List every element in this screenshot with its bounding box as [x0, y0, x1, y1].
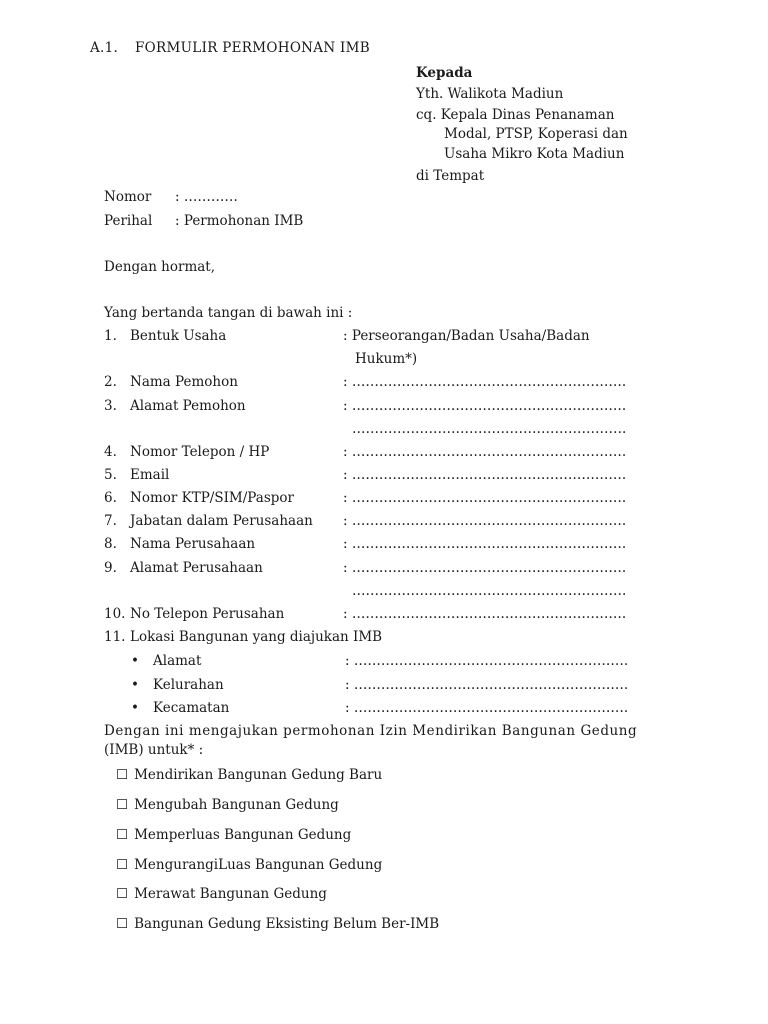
- intro-text: Yang bertanda tangan di bawah ini :: [104, 305, 353, 321]
- field-label-nama-perusahaan: Nama Perusahaan: [130, 536, 256, 552]
- field-value-telepon-perusahaan: : …………………………………………………….: [343, 606, 627, 622]
- field-label-bentuk-usaha: Bentuk Usaha: [130, 328, 227, 344]
- bullet-icon: •: [131, 700, 139, 716]
- option-label: Merawat Bangunan Gedung: [134, 886, 327, 902]
- field-value-nomor-ktp: : …………………………………………………….: [343, 490, 627, 506]
- field-value-nama-perusahaan: : …………………………………………………….: [343, 536, 627, 552]
- option-label: MengurangiLuas Bangunan Gedung: [134, 857, 383, 873]
- checkbox-icon[interactable]: ☐: [116, 797, 129, 813]
- location-label-alamat: Alamat: [153, 653, 202, 669]
- field-number: 11.: [104, 629, 126, 645]
- field-number: 10.: [104, 606, 126, 622]
- option-label: Mengubah Bangunan Gedung: [134, 797, 339, 813]
- nomor-label: Nomor: [104, 189, 152, 205]
- addressee-line: cq. Kepala Dinas Penanaman: [416, 107, 615, 123]
- checkbox-icon[interactable]: ☐: [116, 827, 129, 843]
- form-title: FORMULIR PERMOHONAN IMB: [135, 40, 371, 56]
- checkbox-icon[interactable]: ☐: [116, 767, 129, 783]
- location-value-kecamatan: : …………………………………………………….: [345, 700, 629, 716]
- field-value-jabatan: : …………………………………………………….: [343, 513, 627, 529]
- option-label: Bangunan Gedung Eksisting Belum Ber-IMB: [134, 916, 440, 932]
- addressee-line: Yth. Walikota Madiun: [416, 86, 564, 102]
- option-mengurangi[interactable]: [116, 857, 382, 873]
- field-number: 7.: [104, 513, 117, 529]
- bullet-icon: •: [131, 677, 139, 693]
- field-value-bentuk-usaha-cont: Hukum*): [355, 351, 418, 367]
- field-value-bentuk-usaha: : Perseorangan/Badan Usaha/Badan: [343, 328, 590, 344]
- addressee-line: Usaha Mikro Kota Madiun: [444, 146, 625, 162]
- checkbox-icon[interactable]: ☐: [116, 916, 129, 932]
- perihal-label: Perihal: [104, 213, 153, 229]
- location-label-kecamatan: Kecamatan: [153, 700, 230, 716]
- field-number: 4.: [104, 444, 117, 460]
- option-mendirikan[interactable]: [116, 767, 382, 783]
- nomor-value: : …………: [175, 189, 238, 205]
- field-number: 8.: [104, 536, 117, 552]
- field-value-alamat-pemohon-cont: …………………………………………………….: [352, 421, 627, 437]
- checkbox-icon[interactable]: ☐: [116, 886, 129, 902]
- field-label-nama-pemohon: Nama Pemohon: [130, 374, 238, 390]
- option-label: Memperluas Bangunan Gedung: [134, 827, 352, 843]
- request-text: Dengan ini mengajukan permohonan Izin Mendirikan Bangunan Gedung: [104, 723, 638, 739]
- option-label: Mendirikan Bangunan Gedung Baru: [134, 767, 383, 783]
- addressee-heading: Kepada: [416, 65, 473, 81]
- perihal-value: : Permohonan IMB: [175, 213, 304, 229]
- location-label-kelurahan: Kelurahan: [153, 677, 224, 693]
- field-value-nama-pemohon: : …………………………………………………….: [343, 374, 627, 390]
- field-number: 5.: [104, 467, 117, 483]
- field-number: 1.: [104, 328, 117, 344]
- field-label-email: Email: [130, 467, 170, 483]
- field-label-jabatan: Jabatan dalam Perusahaan: [130, 513, 313, 529]
- field-label-nomor-telepon: Nomor Telepon / HP: [130, 444, 270, 460]
- checkbox-icon[interactable]: ☐: [116, 857, 129, 873]
- option-mengubah[interactable]: [116, 797, 339, 813]
- field-label-alamat-perusahaan: Alamat Perusahaan: [130, 560, 263, 576]
- greeting: Dengan hormat,: [104, 259, 216, 275]
- location-value-alamat: : …………………………………………………….: [345, 653, 629, 669]
- field-value-alamat-perusahaan: : …………………………………………………….: [343, 560, 627, 576]
- option-merawat[interactable]: [116, 886, 327, 902]
- bullet-icon: •: [131, 653, 139, 669]
- field-value-nomor-telepon: : …………………………………………………….: [343, 444, 627, 460]
- addressee-line: Modal, PTSP, Koperasi dan: [444, 126, 628, 142]
- field-number: 3.: [104, 398, 117, 414]
- field-label-alamat-pemohon: Alamat Pemohon: [130, 398, 246, 414]
- option-memperluas[interactable]: [116, 827, 351, 843]
- section-number: A.1.: [90, 40, 119, 56]
- field-value-alamat-pemohon: : …………………………………………………….: [343, 398, 627, 414]
- field-value-alamat-perusahaan-cont: …………………………………………………….: [352, 583, 627, 599]
- option-eksisting[interactable]: [116, 916, 439, 932]
- request-text-cont: (IMB) untuk* :: [104, 742, 204, 758]
- field-number: 2.: [104, 374, 117, 390]
- field-number: 9.: [104, 560, 117, 576]
- field-value-email: : …………………………………………………….: [343, 467, 627, 483]
- field-label-lokasi-bangunan: Lokasi Bangunan yang diajukan IMB: [130, 629, 383, 645]
- field-label-telepon-perusahaan: No Telepon Perusahan: [130, 606, 285, 622]
- addressee-line: di Tempat: [416, 168, 485, 184]
- location-value-kelurahan: : …………………………………………………….: [345, 677, 629, 693]
- field-label-nomor-ktp: Nomor KTP/SIM/Paspor: [130, 490, 294, 506]
- field-number: 6.: [104, 490, 117, 506]
